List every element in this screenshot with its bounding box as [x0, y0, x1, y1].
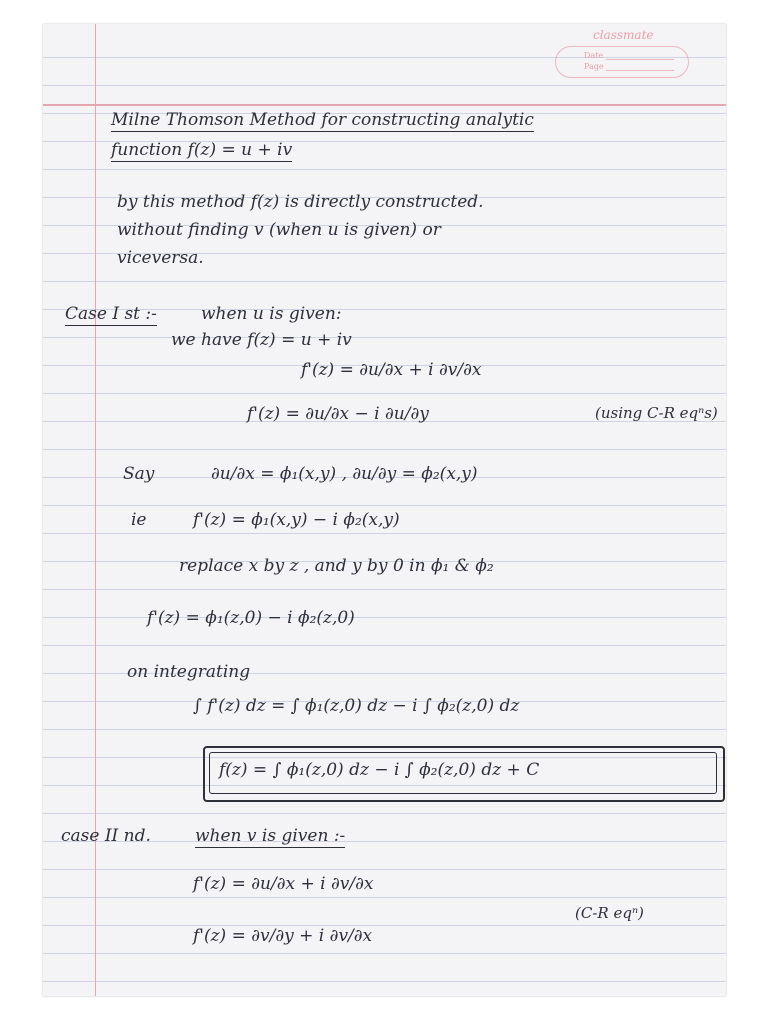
stamp-page-rule	[606, 70, 674, 71]
replace-line: replace x by z , and y by 0 in ϕ₁ & ϕ₂	[179, 556, 494, 576]
on-integrating: on integrating	[127, 662, 251, 682]
case-1-line-2: we have f(z) = u + iv	[171, 330, 352, 350]
fprime-line: f'(z) = ϕ₁(z,0) − i ϕ₂(z,0)	[147, 608, 355, 628]
say-label: Say	[123, 464, 155, 484]
intro-line-2: without finding v (when u is given) or	[117, 220, 441, 240]
case-1-note: (using C-R eqⁿs)	[595, 404, 718, 422]
case-2-note: (C-R eqⁿ)	[575, 904, 644, 922]
title-line-1: Milne Thomson Method for constructing analytic	[111, 110, 534, 130]
stamp-box	[555, 46, 689, 78]
case-1-line-4: f'(z) = ∂u/∂x − i ∂u/∂y	[247, 404, 429, 424]
case-1-line-3: f'(z) = ∂u/∂x + i ∂v/∂x	[301, 360, 482, 380]
classmate-stamp	[553, 28, 703, 84]
integral-line: ∫ f'(z) dz = ∫ ϕ₁(z,0) dz − i ∫ ϕ₂(z,0) dz	[193, 696, 520, 716]
stamp-brand: classmate	[593, 28, 654, 42]
case-2-line-2: f'(z) = ∂u/∂x + i ∂v/∂x	[193, 874, 374, 894]
case-2-label: case II nd.	[61, 826, 151, 846]
intro-line-3: viceversa.	[117, 248, 204, 268]
title-line-2: function f(z) = u + iv	[111, 140, 293, 160]
intro-line-1: by this method f(z) is directly constructed.	[117, 192, 484, 212]
stamp-page-label: Page	[584, 62, 604, 71]
case-1-line-1: when u is given:	[201, 304, 342, 324]
ie-equation: f'(z) = ϕ₁(x,y) − i ϕ₂(x,y)	[193, 510, 400, 530]
margin-line	[95, 24, 96, 996]
notebook-page	[43, 24, 726, 996]
case-2-line-3: f'(z) = ∂v/∂y + i ∂v/∂x	[193, 926, 373, 946]
ie-label: ie	[131, 510, 147, 530]
say-equation: ∂u/∂x = ϕ₁(x,y) , ∂u/∂y = ϕ₂(x,y)	[211, 464, 478, 484]
stamp-date-label: Date	[584, 51, 604, 60]
header-rule	[43, 104, 726, 106]
result-equation: f(z) = ∫ ϕ₁(z,0) dz − i ∫ ϕ₂(z,0) dz + C	[219, 760, 540, 780]
case-1-label: Case I st :-	[65, 304, 157, 324]
stamp-date-rule	[606, 59, 674, 60]
case-2-line-1: when v is given :-	[195, 826, 346, 846]
